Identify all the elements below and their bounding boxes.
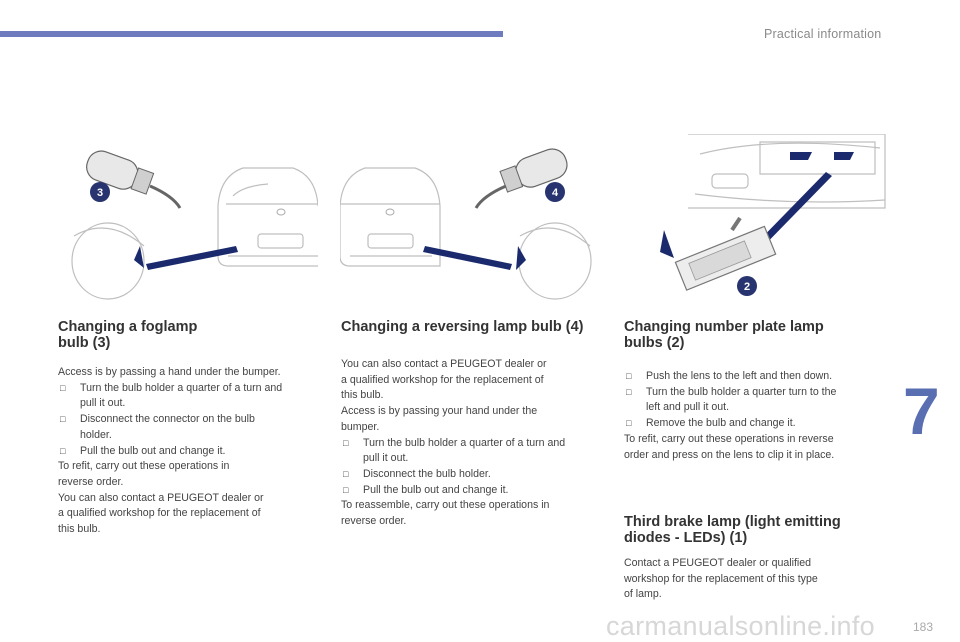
callout-number: 3 — [96, 187, 104, 199]
foglamp-outro: To refit, carry out these operations in reverse order. You can also contact a PEUGEOT dealer or a qualified workshop for the replacement of this bulb. — [58, 460, 264, 536]
checkbox-bullet-icon: □ — [626, 386, 632, 397]
page-number: 183 — [913, 620, 934, 634]
brake-lamp-heading: Third brake lamp (light emitting diodes - LEDs) (1) — [624, 514, 841, 546]
checkbox-bullet-icon: □ — [60, 414, 66, 425]
checkbox-bullet-icon: □ — [343, 484, 349, 495]
checkbox-bullet-icon: □ — [343, 437, 349, 448]
checkbox-bullet-icon: □ — [60, 382, 66, 393]
number-plate-lamp-illustration — [640, 134, 890, 304]
brake-lamp-section — [624, 514, 894, 603]
watermark: carmanualsonline.info — [606, 611, 875, 641]
foglamp-illustration — [68, 146, 318, 306]
number-plate-step: □ Push the lens to the left and then down. — [624, 369, 894, 385]
reversing-outro: To reassemble, carry out these operations in reverse order. — [341, 499, 550, 528]
foglamp-step: □ Disconnect the connector on the bulb holder. — [60, 413, 255, 441]
reversing-step: □ Pull the bulb out and change it. — [341, 483, 606, 499]
foglamp-step: □ Pull the bulb out and change it. — [58, 444, 323, 460]
number-plate-outro: To refit, carry out these operations in reverse order and press on the lens to clip it in place. — [624, 432, 835, 461]
callout-number: 4 — [551, 187, 559, 199]
reversing-lamp-heading: Changing a reversing lamp bulb (4) — [341, 319, 584, 335]
reversing-intro: You can also contact a PEUGEOT dealer or a qualified workshop for the replacement of this bulb. Access is by passing your hand under the bumper. — [341, 358, 547, 433]
foglamp-step: □ Turn the bulb holder a quarter of a turn and pull it out. — [60, 381, 283, 410]
checkbox-bullet-icon: □ — [60, 445, 66, 456]
header-accent-bar — [0, 31, 503, 37]
brake-lamp-body: Contact a PEUGEOT dealer or qualified workshop for the replacement of this type of lamp. — [624, 557, 818, 601]
reversing-step: □ Disconnect the bulb holder. — [341, 467, 606, 483]
checkbox-bullet-icon: □ — [626, 371, 632, 381]
number-plate-step: □ Turn the bulb holder a quarter turn to the left and pull it out. — [626, 385, 837, 414]
reversing-lamp-illustration — [340, 146, 600, 306]
number-plate-step: □ Remove the bulb and change it. — [624, 416, 894, 432]
peugeot-logo-icon — [386, 209, 394, 215]
callout-number: 2 — [743, 281, 751, 293]
peugeot-logo-icon — [277, 209, 285, 215]
checkbox-bullet-icon: □ — [343, 468, 349, 479]
foglamp-intro: Access is by passing a hand under the bumper. — [58, 366, 281, 378]
reversing-step: □ Turn the bulb holder a quarter of a turn and pull it out. — [343, 436, 566, 465]
reversing-lamp-section — [341, 319, 606, 530]
checkbox-bullet-icon: □ — [626, 418, 632, 429]
number-plate-heading: Changing number plate lamp bulbs (2) — [624, 319, 824, 351]
number-plate-section — [624, 319, 894, 463]
section-title: Practical information — [764, 27, 882, 41]
chapter-number: 7 — [903, 374, 940, 448]
foglamp-heading: Changing a foglamp bulb (3) — [58, 319, 198, 351]
foglamp-section — [58, 319, 323, 538]
